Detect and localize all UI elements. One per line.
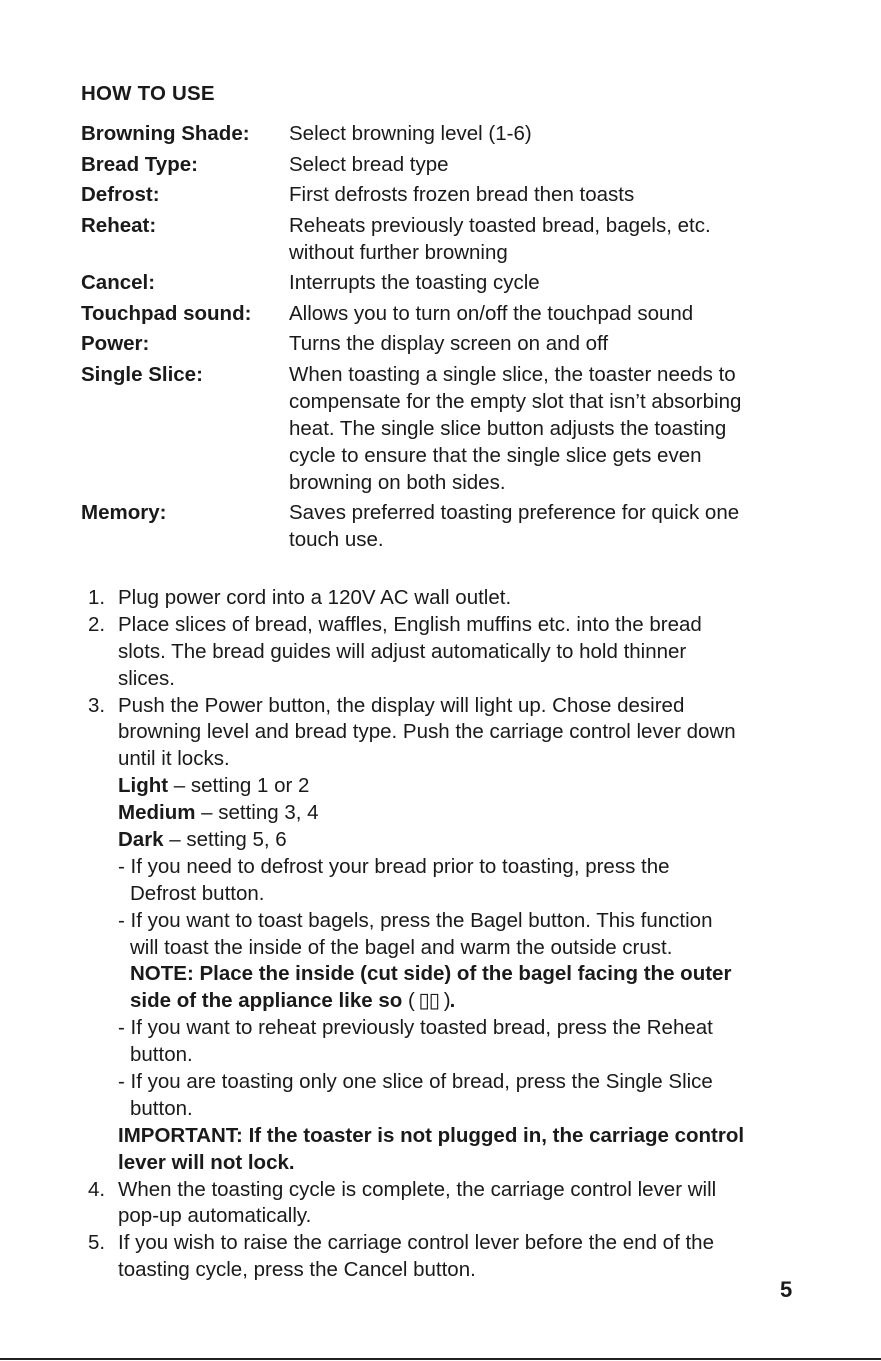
step-5 <box>88 1230 858 1257</box>
single-slice-note-continued: button. <box>130 1096 193 1120</box>
definition-bread-type <box>81 151 861 178</box>
step-3-continued: until it locks. <box>118 747 230 771</box>
bagel-icon: ( ▯▯ ) <box>407 989 450 1013</box>
definition-description <box>289 120 861 147</box>
step-number: 1. <box>88 586 106 609</box>
setting-medium <box>88 800 858 827</box>
bottom-divider <box>0 1358 881 1360</box>
step-2-continued: slots. The bread guides will adjust automatically to hold thinner <box>118 639 687 663</box>
important-text: IMPORTANT: If the toaster is not plugged in, the carriage control <box>118 1123 745 1147</box>
step-text: When the toasting cycle is complete, the carriage control lever will <box>118 1177 717 1201</box>
description-line: heat. The single slice button adjusts the toasting <box>289 416 727 440</box>
definition-memory <box>81 499 861 553</box>
definition-description <box>289 300 861 327</box>
description-line: Allows you to turn on/off the touchpad sound <box>289 301 694 325</box>
step-4-continued: pop-up automatically. <box>118 1204 312 1228</box>
description-line: Select bread type <box>289 152 449 176</box>
description-line: First defrosts frozen bread then toasts <box>289 183 635 206</box>
description-line: browning on both sides. <box>289 470 506 494</box>
step-3-continued: browning level and bread type. Push the carriage control lever down <box>118 720 736 744</box>
step-4 <box>88 1177 858 1204</box>
definition-term: Bread Type: <box>81 152 198 176</box>
definition-term: Browning Shade: <box>81 122 250 145</box>
step-number: 2. <box>88 612 106 636</box>
description-line: Reheats previously toasted bread, bagels, etc. <box>289 213 711 237</box>
step-text: If you wish to raise the carriage control lever before the end of the <box>118 1231 714 1255</box>
definition-description <box>289 361 861 496</box>
setting-text: – setting 3, 4 <box>195 801 319 825</box>
bagel-warning-text: NOTE: Place the inside (cut side) of the bagel facing the outer <box>130 962 732 986</box>
control-definitions <box>81 120 861 557</box>
bagel-note: - If you want to toast bagels, press the Bagel button. This function <box>118 908 713 932</box>
step-1 <box>88 585 858 612</box>
step-2 <box>88 612 858 639</box>
step-number: 5. <box>88 1231 106 1255</box>
bagel-warning-continued <box>88 988 858 1015</box>
step-number: 3. <box>88 693 106 717</box>
setting-dark <box>88 827 858 854</box>
setting-label: Medium <box>118 801 196 825</box>
definition-description <box>289 330 861 357</box>
single-slice-note: - If you are toasting only one slice of bread, press the Single Slice <box>118 1070 713 1094</box>
definition-term: Touchpad sound: <box>81 301 252 325</box>
definition-single-slice <box>81 361 861 496</box>
step-3 <box>88 693 858 720</box>
definition-term: Memory: <box>81 501 167 524</box>
definition-term: Defrost: <box>81 183 160 206</box>
definition-description <box>289 269 861 296</box>
important-note-continued <box>88 1150 858 1177</box>
definition-term: Single Slice: <box>81 362 203 386</box>
section-heading: HOW TO USE <box>81 82 215 105</box>
definition-description <box>289 499 861 553</box>
description-line: without further browning <box>289 240 508 264</box>
definition-cancel <box>81 269 861 296</box>
step-2-continued: slices. <box>118 666 175 690</box>
reheat-note: - If you want to reheat previously toasted bread, press the Reheat <box>118 1016 713 1040</box>
setting-text: – setting 1 or 2 <box>168 774 310 798</box>
definition-term: Reheat: <box>81 213 157 237</box>
important-note <box>88 1123 858 1150</box>
definition-description <box>289 151 861 178</box>
description-line: Interrupts the toasting cycle <box>289 271 540 294</box>
description-line: Select browning level (1-6) <box>289 122 532 145</box>
setting-text: – setting 5, 6 <box>163 828 287 852</box>
definition-defrost <box>81 181 861 208</box>
definition-power <box>81 330 861 357</box>
step-number: 4. <box>88 1177 106 1201</box>
setting-label: Dark <box>118 828 164 852</box>
step-text: Push the Power button, the display will light up. Chose desired <box>118 693 685 717</box>
definition-description <box>289 212 861 266</box>
description-line: Saves preferred toasting preference for quick one <box>289 501 740 524</box>
bagel-note-continued: will toast the inside of the bagel and warm the outside crust. <box>130 935 673 959</box>
defrost-note: - If you need to defrost your bread prior to toasting, press the <box>118 854 670 878</box>
definition-term: Power: <box>81 332 150 355</box>
reheat-note-continued: button. <box>130 1043 193 1067</box>
bagel-warning-period: . <box>449 989 456 1013</box>
usage-steps <box>88 585 858 1284</box>
step-text: Plug power cord into a 120V AC wall outlet. <box>118 586 512 609</box>
page-number: 5 <box>780 1277 793 1302</box>
definition-description <box>289 181 861 208</box>
description-line: compensate for the empty slot that isn’t absorbing <box>289 389 742 413</box>
step-text: Place slices of bread, waffles, English muffins etc. into the bread <box>118 612 702 636</box>
description-line: Turns the display screen on and off <box>289 332 609 355</box>
setting-label: Light <box>118 774 169 798</box>
definition-reheat <box>81 212 861 266</box>
bagel-warning <box>88 961 858 988</box>
description-line: touch use. <box>289 528 384 551</box>
definition-term: Cancel: <box>81 271 156 294</box>
setting-light <box>88 773 858 800</box>
definition-browning-shade <box>81 120 861 147</box>
important-text: lever will not lock. <box>118 1150 295 1174</box>
description-line: cycle to ensure that the single slice gets even <box>289 443 702 467</box>
bagel-warning-text: side of the appliance like so <box>130 989 408 1013</box>
definition-touchpad-sound <box>81 300 861 327</box>
defrost-note-continued: Defrost button. <box>130 881 265 905</box>
description-line: When toasting a single slice, the toaster needs to <box>289 362 736 386</box>
step-5-continued: toasting cycle, press the Cancel button. <box>118 1258 476 1282</box>
